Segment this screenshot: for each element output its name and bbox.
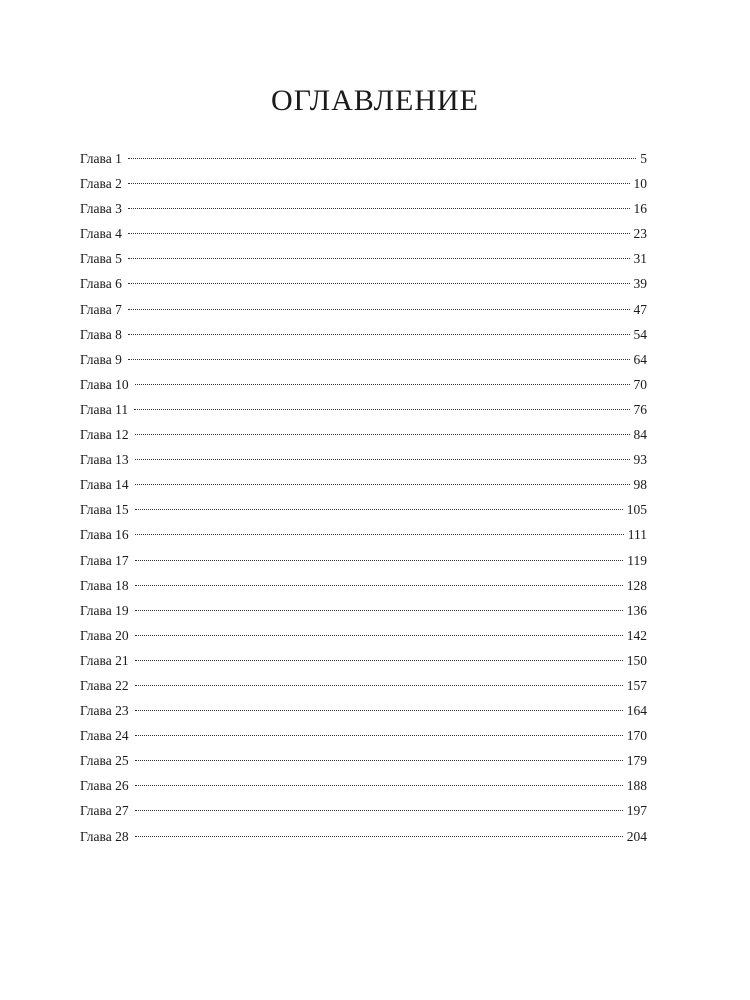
toc-entry-label: Глава 3	[80, 201, 122, 217]
toc-entry-label: Глава 24	[80, 728, 129, 744]
toc-entry-page-number: 76	[633, 401, 647, 417]
dot-leader	[135, 459, 630, 460]
toc-entry-page-number: 111	[627, 527, 647, 543]
toc-entry-page-number: 84	[633, 427, 647, 443]
toc-entry-label: Глава 1	[80, 151, 122, 166]
toc-entry[interactable]	[80, 275, 647, 300]
toc-entry[interactable]	[80, 526, 647, 551]
toc-entry[interactable]	[80, 351, 647, 376]
dot-leader	[135, 560, 624, 561]
toc-entry-label: Глава 14	[80, 477, 129, 493]
dot-leader	[135, 585, 623, 586]
toc-entry-label: Глава 7	[80, 301, 122, 317]
toc-entry-page-number: 150	[626, 652, 647, 668]
toc-entry[interactable]	[80, 250, 647, 275]
dot-leader	[135, 710, 623, 711]
toc-entry[interactable]	[80, 802, 647, 827]
toc-entry-label: Глава 13	[80, 452, 129, 468]
toc-entry-label: Глава 10	[80, 376, 129, 392]
toc-entry[interactable]	[80, 451, 647, 476]
dot-leader	[128, 309, 630, 310]
dot-leader	[135, 785, 623, 786]
dot-leader	[128, 359, 630, 360]
toc-entry-page-number: 197	[626, 803, 647, 819]
toc-entry-page-number: 136	[626, 602, 647, 618]
toc-entry-label: Глава 21	[80, 652, 129, 668]
toc-entry-page-number: 64	[633, 351, 647, 367]
toc-entry-page-number: 70	[633, 376, 647, 392]
toc-entry-label: Глава 6	[80, 276, 122, 292]
toc-entry[interactable]	[80, 627, 647, 652]
dot-leader	[135, 836, 623, 837]
toc-entry-page-number: 93	[633, 452, 647, 468]
dot-leader	[135, 735, 623, 736]
toc-entry[interactable]	[80, 326, 647, 351]
toc-entry[interactable]	[80, 200, 647, 225]
dot-leader	[135, 610, 623, 611]
dot-leader	[135, 384, 630, 385]
toc-entry-page-number: 157	[626, 677, 647, 693]
dot-leader	[135, 810, 623, 811]
toc-entry[interactable]	[80, 150, 647, 175]
toc-entry-page-number: 31	[633, 251, 647, 267]
toc-entry-page-number: 204	[626, 828, 647, 844]
toc-entry-page-number: 47	[633, 301, 647, 317]
toc-entry[interactable]	[80, 727, 647, 752]
dot-leader	[135, 635, 623, 636]
toc-entry-label: Глава 5	[80, 251, 122, 267]
toc-entry-label: Глава 17	[80, 552, 129, 568]
toc-entry-page-number: 170	[626, 728, 647, 744]
dot-leader	[128, 158, 636, 159]
toc-entry-page-number: 164	[626, 703, 647, 719]
dot-leader	[128, 208, 630, 209]
toc-entry[interactable]	[80, 225, 647, 250]
toc-entry[interactable]	[80, 476, 647, 501]
dot-leader	[135, 434, 630, 435]
toc-entry-label: Глава 9	[80, 351, 122, 367]
toc-entry[interactable]	[80, 501, 647, 526]
dot-leader	[128, 334, 630, 335]
dot-leader	[128, 183, 630, 184]
toc-entry-page-number: 128	[626, 577, 647, 593]
dot-leader	[135, 760, 623, 761]
toc-entry[interactable]	[80, 426, 647, 451]
toc-entry[interactable]	[80, 401, 647, 426]
toc-entry-page-number: 16	[633, 201, 647, 217]
dot-leader	[135, 685, 623, 686]
toc-entry-label: Глава 22	[80, 677, 129, 693]
toc-entry[interactable]	[80, 702, 647, 727]
dot-leader	[135, 660, 623, 661]
dot-leader	[135, 484, 630, 485]
toc-entry-label: Глава 15	[80, 502, 129, 518]
toc-entry-page-number: 54	[633, 326, 647, 342]
dot-leader	[128, 233, 630, 234]
toc-entry-page-number: 142	[626, 627, 647, 643]
toc-entry-label: Глава 25	[80, 753, 129, 769]
toc-entry-page-number: 39	[633, 276, 647, 292]
toc-entry-label: Глава 2	[80, 176, 122, 192]
toc-entry-label: Глава 23	[80, 703, 129, 719]
page-title: ОГЛАВЛЕНИЕ	[271, 84, 479, 117]
dot-leader	[134, 409, 629, 410]
toc-entry-page-number: 98	[633, 477, 647, 493]
toc-entry[interactable]	[80, 752, 647, 777]
table-of-contents	[80, 150, 647, 853]
toc-entry-page-number: 5	[640, 151, 647, 166]
toc-entry-label: Глава 26	[80, 778, 129, 794]
dot-leader	[135, 534, 624, 535]
toc-entry-label: Глава 20	[80, 627, 129, 643]
toc-entry[interactable]	[80, 577, 647, 602]
toc-entry[interactable]	[80, 677, 647, 702]
toc-entry-label: Глава 18	[80, 577, 129, 593]
toc-entry-page-number: 23	[633, 226, 647, 242]
toc-entry-label: Глава 4	[80, 226, 122, 242]
toc-entry-page-number: 10	[633, 176, 647, 192]
dot-leader	[128, 283, 630, 284]
toc-entry[interactable]	[80, 828, 647, 853]
toc-entry-label: Глава 19	[80, 602, 129, 618]
toc-entry-page-number: 105	[626, 502, 647, 518]
toc-entry-page-number: 188	[626, 778, 647, 794]
toc-entry-label: Глава 11	[80, 401, 129, 417]
toc-entry[interactable]	[80, 376, 647, 401]
toc-entry-label: Глава 8	[80, 326, 122, 342]
dot-leader	[128, 258, 630, 259]
toc-entry-label: Глава 27	[80, 803, 129, 819]
toc-entry-page-number: 119	[627, 552, 647, 568]
toc-entry-page-number: 179	[626, 753, 647, 769]
toc-entry[interactable]	[80, 552, 647, 577]
dot-leader	[135, 509, 623, 510]
toc-entry[interactable]	[80, 602, 647, 627]
toc-entry-label: Глава 28	[80, 828, 129, 844]
toc-entry[interactable]	[80, 301, 647, 326]
toc-entry-label: Глава 12	[80, 427, 129, 443]
toc-entry[interactable]	[80, 175, 647, 200]
toc-entry[interactable]	[80, 777, 647, 802]
toc-entry[interactable]	[80, 652, 647, 677]
toc-entry-label: Глава 16	[80, 527, 129, 543]
